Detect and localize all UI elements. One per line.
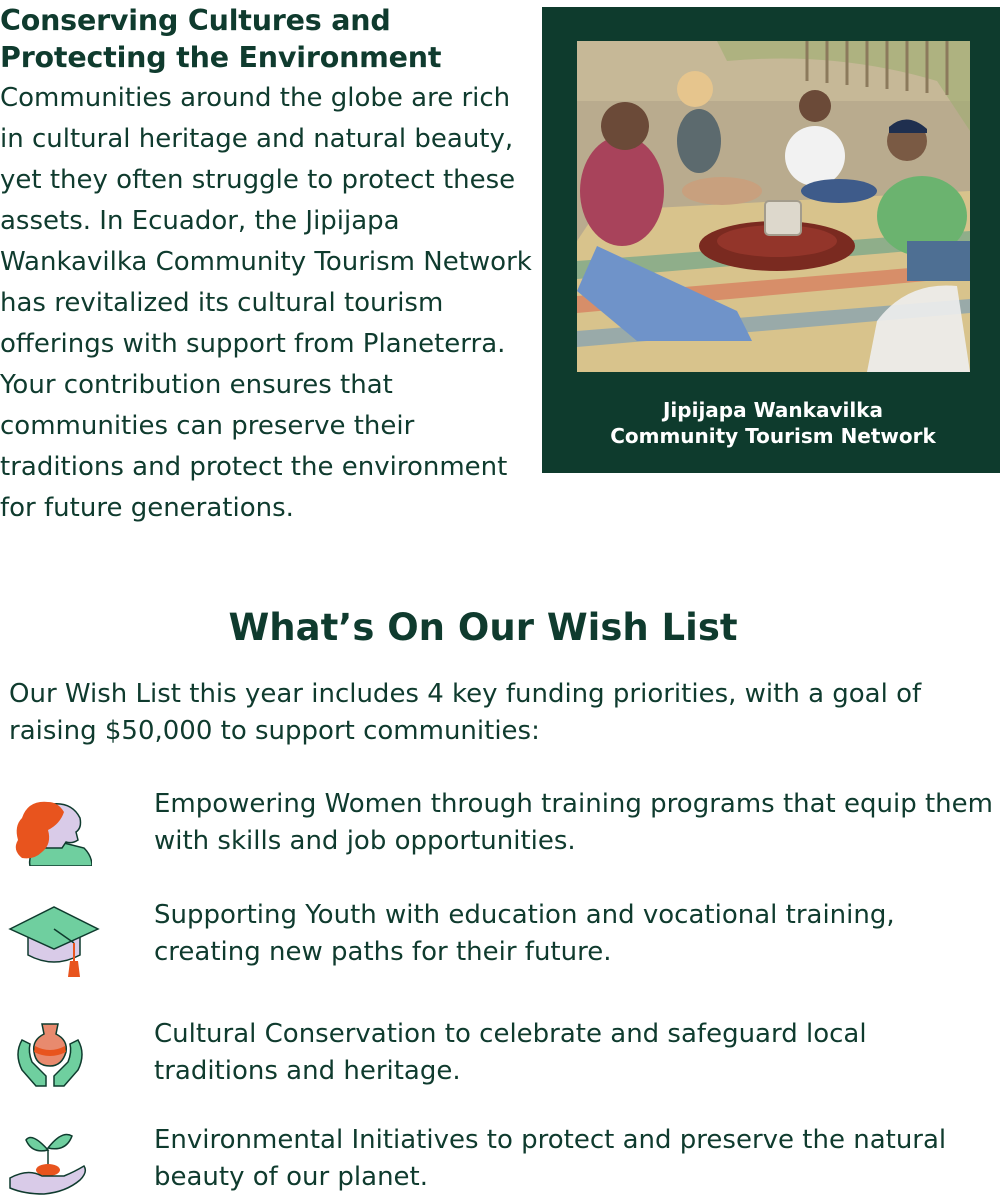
community-photo: [577, 41, 970, 372]
intro-heading-line-2: Protecting the Environment: [0, 41, 442, 74]
wish-list-intro: Our Wish List this year includes 4 key funding priorities, with a goal of raising $50,000 to support communities:: [9, 679, 922, 746]
intro-heading: [0, 2, 520, 76]
wish-list-title: What’s On Our Wish List: [228, 606, 738, 649]
photo-caption-line-1: Jipijapa Wankavilka: [662, 398, 884, 422]
intro-body: Communities around the globe are rich in cultural heritage and natural beauty, yet they often struggle to protect these assets. In Ecuador, the Jipijapa Wankavilka Community Tourism Network has revitalized its cultural tourism offerings with support from Planeterra. Your contribution ensures that communities can preserve their traditions and protect the environment for future generations.: [0, 83, 532, 523]
wish-item-text: Environmental Initiatives to protect and preserve the natural beauty of our planet.: [154, 1125, 947, 1192]
photo-caption: [542, 397, 1000, 449]
vase-in-hands-icon: [12, 1020, 88, 1096]
wish-item-text: Empowering Women through training programs that equip them with skills and job opportunities.: [154, 789, 993, 856]
wish-item-text: Cultural Conservation to celebrate and safeguard local traditions and heritage.: [154, 1019, 867, 1086]
graduation-cap-icon: [8, 903, 100, 983]
photo-caption-line-2: Community Tourism Network: [610, 424, 936, 448]
seedling-in-hand-icon: [8, 1126, 88, 1202]
photo-card: [542, 7, 1000, 473]
woman-profile-icon: [8, 800, 92, 870]
wish-item-text: Supporting Youth with education and vocational training, creating new paths for their future.: [154, 900, 895, 967]
intro-heading-line-1: Conserving Cultures and: [0, 4, 391, 37]
